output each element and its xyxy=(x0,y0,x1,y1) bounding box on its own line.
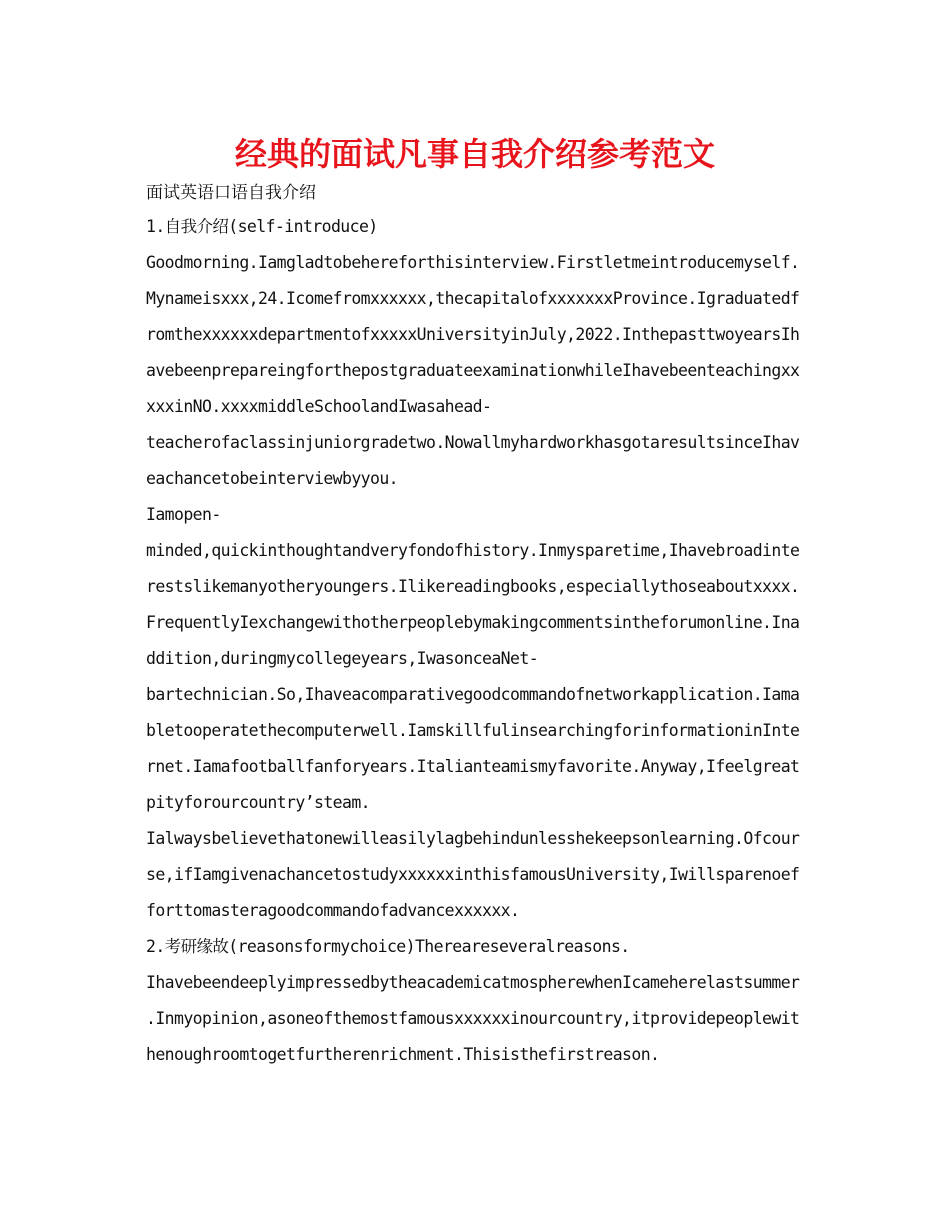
text-line: minded,quickinthoughtandveryfondofhistory.Inmysparetime,Ihavebroadinte xyxy=(146,541,800,560)
text-line: Iamopen- xyxy=(146,505,221,524)
text-line: teacherofaclassinjuniorgradetwo.NowallmyhardworkhasgotaresultsinceIhav xyxy=(146,433,800,452)
text-line: se,ifIamgivenachancetostudyxxxxxxinthisfamousUniversity,Iwillsparenoef xyxy=(146,865,800,884)
document-subtitle: 面试英语口语自我介绍 xyxy=(146,183,316,203)
text-line: bletooperatethecomputerwell.IamskillfulinsearchingforinformationinInte xyxy=(146,721,800,740)
text-line: xxxinNO.xxxxmiddleSchoolandIwasahead- xyxy=(146,397,492,416)
document-title: 经典的面试凡事自我介绍参考范文 xyxy=(234,135,715,173)
text-line: .Inmyopinion,asoneofthemostfamousxxxxxxinourcountry,itprovidepeoplewit xyxy=(146,1009,800,1028)
text-line: ddition,duringmycollegeyears,IwasonceaNet- xyxy=(146,649,539,668)
text-line: FrequentlyIexchangewithotherpeoplebymakingcommentsintheforumonline.Ina xyxy=(146,613,800,632)
text-line: rnet.Iamafootballfanforyears.Italianteamismyfavorite.Anyway,Ifeelgreat xyxy=(146,757,800,776)
text-line: avebeenprepareingforthepostgraduateexaminationwhileIhavebeenteachingxx xyxy=(146,361,800,380)
text-line: henoughroomtogetfurtherenrichment.Thisisthefirstreason. xyxy=(146,1045,660,1064)
text-line: Ialwaysbelievethatonewilleasilylagbehindunlesshekeepsonlearning.Ofcour xyxy=(146,829,800,848)
text-line: restslikemanyotheryoungers.Ilikereadingbooks,especiallythoseaboutxxxx. xyxy=(146,577,800,596)
text-line: IhavebeendeeplyimpressedbytheacademicatmospherewhenIcameherelastsummer xyxy=(146,973,800,992)
text-line: bartechnician.So,Ihaveacomparativegoodcommandofnetworkapplication.Iama xyxy=(146,685,800,704)
text-line: Goodmorning.Iamgladtobehereforthisinterview.Firstletmeintroducemyself. xyxy=(146,253,800,272)
text-line: Mynameisxxx,24.Icomefromxxxxxx,thecapitalofxxxxxxxProvince.Igraduatedf xyxy=(146,289,800,308)
text-line: forttomasteragoodcommandofadvancexxxxxx. xyxy=(146,901,520,920)
text-line: romthexxxxxxdepartmentofxxxxxUniversityinJuly,2022.InthepasttwoyearsIh xyxy=(146,325,800,344)
text-line: eachancetobeinterviewbyyou. xyxy=(146,469,399,488)
text-line: 2.考研缘故(reasonsformychoice)Thereareseveralreasons. xyxy=(146,937,630,956)
text-line: 1.自我介绍(self-introduce) xyxy=(146,217,378,236)
document-body xyxy=(146,212,806,1076)
text-line: pityforourcountry’steam. xyxy=(146,793,371,812)
